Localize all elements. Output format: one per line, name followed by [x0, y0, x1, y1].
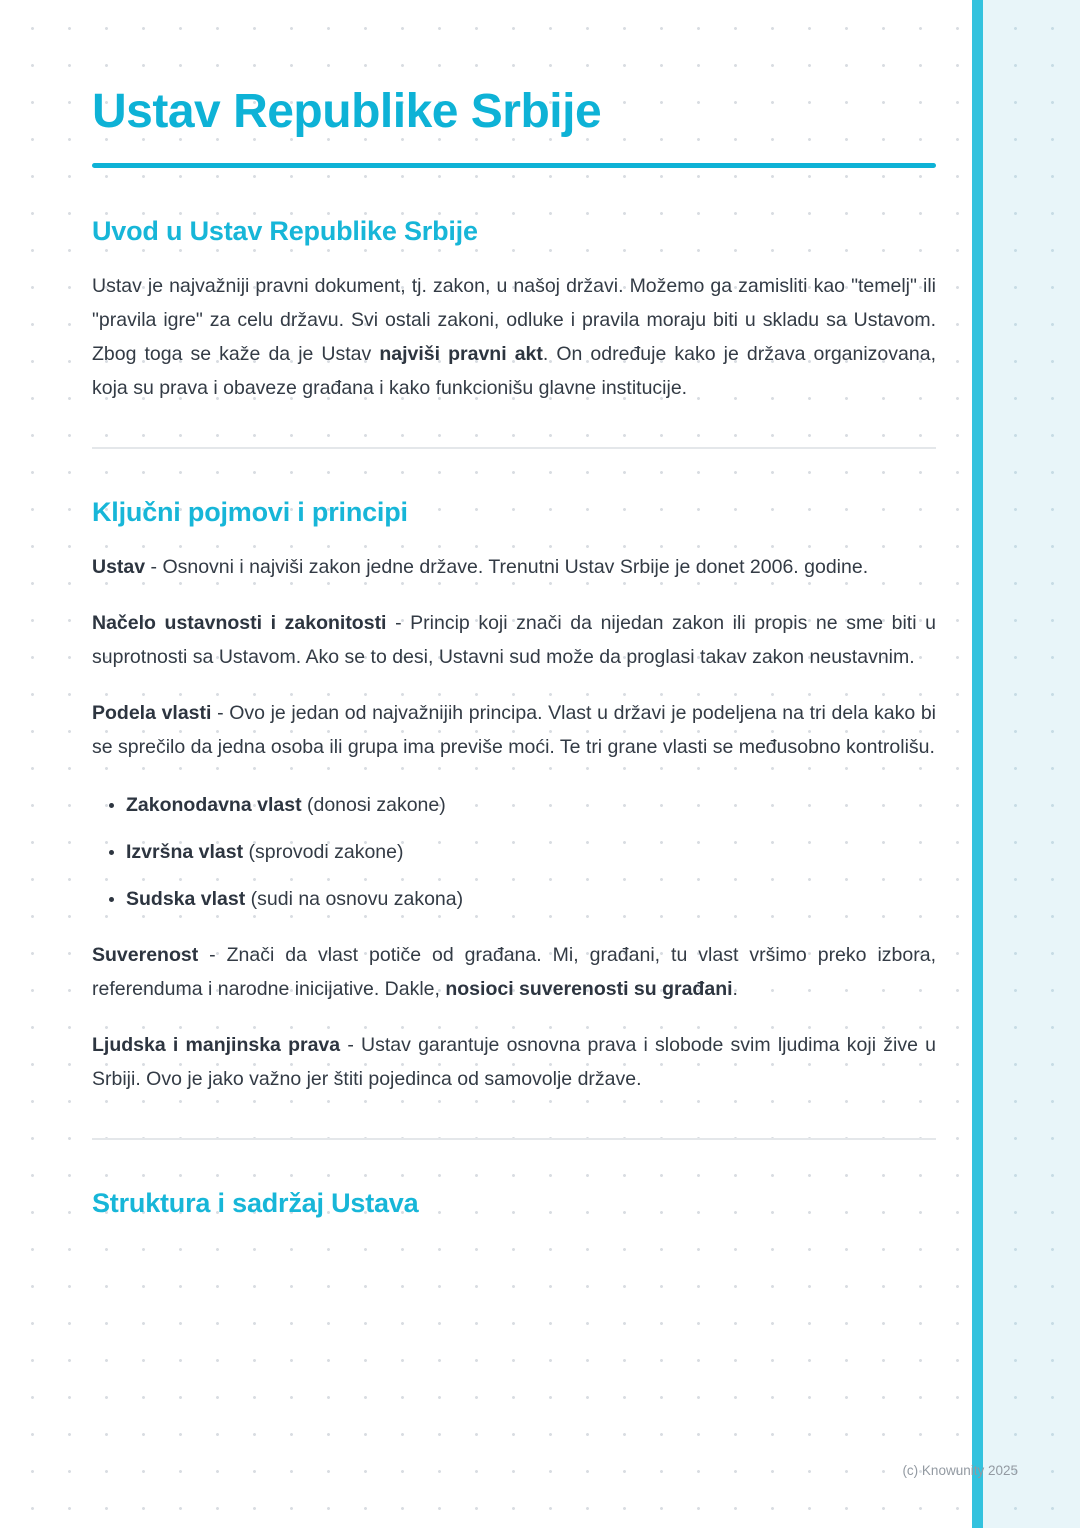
- title-underline: [92, 163, 936, 168]
- text-run: - Ovo je jedan od najvažnijih principa. Vlast u državi je podeljena na tri dela kako bi se sprečilo da jedna osoba ili grupa ima previše moći. Te tri grane vlasti se međusobno kontrolišu.: [92, 701, 936, 758]
- text-run: (sudi na osnovu zakona): [245, 887, 464, 910]
- bullet-item: [126, 788, 936, 822]
- text-run: (donosi zakone): [301, 793, 446, 816]
- paragraph-ustav: [92, 550, 936, 584]
- right-margin-panel: [983, 0, 1080, 1528]
- bold-term: nosioci suverenosti su građani: [445, 977, 733, 1000]
- section-divider: [92, 447, 936, 449]
- section-pojmovi: [92, 497, 936, 1096]
- paragraph-intro: [92, 269, 936, 405]
- right-accent-bar: [972, 0, 983, 1528]
- bold-term: najviši pravni akt: [379, 342, 543, 365]
- bold-term: Ustav: [92, 555, 146, 578]
- text-run: - Osnovni i najviši zakon jedne države. Trenutni Ustav Srbije je donet 2006. godine.: [145, 555, 869, 578]
- text-run: - Znači da vlast potiče od građana. Mi, građani, tu vlast vršimo preko izbora, referenduma i narodne inicijative. Dakle,: [92, 943, 936, 1000]
- footer-credit: (c) Knowunity 2025: [902, 1463, 1018, 1478]
- bullet-list: [92, 788, 936, 916]
- text-run: (sprovodi zakone): [243, 840, 404, 863]
- bold-term: Načelo ustavnosti i zakonitosti: [92, 611, 387, 634]
- text-run: Ustav je najvažniji pravni dokument, tj. zakon, u našoj državi. Možemo ga zamisliti kao "temelj" ili "pravila igre" za celu državu. Svi ostali zakoni, odluke i pravila moraju biti u skladu sa Ustavom. Zbog toga se kaže da je Ustav: [92, 274, 936, 365]
- paragraph-podela-vlasti: [92, 696, 936, 764]
- bold-term: Izvršna vlast: [126, 840, 244, 863]
- bold-term: Ljudska i manjinska prava: [92, 1033, 341, 1056]
- section-heading-uvod: Uvod u Ustav Republike Srbije: [92, 215, 478, 246]
- text-run: .: [732, 977, 738, 1000]
- bold-term: Sudska vlast: [126, 887, 246, 910]
- section-divider: [92, 1138, 936, 1140]
- section-struktura: [92, 1188, 936, 1219]
- text-run: . On određuje kako je država organizovana, koja su prava i obaveze građana i kako funkcionišu glavne institucije.: [92, 342, 936, 399]
- paragraph-nacelo: [92, 606, 936, 674]
- bold-term: Zakonodavna vlast: [126, 793, 302, 816]
- section-uvod: [92, 216, 936, 405]
- text-run: - Ustav garantuje osnovna prava i slobode svim ljudima koji žive u Srbiji. Ovo je jako važno jer štiti pojedinca od samovolje države.: [92, 1033, 936, 1090]
- bullet-item: [126, 882, 936, 916]
- text-run: - Princip koji znači da nijedan zakon ili propis ne sme biti u suprotnosti sa Ustavom. Ako se to desi, Ustavni sud može da proglasi takav zakon neustavnim.: [92, 611, 936, 668]
- bold-term: Podela vlasti: [92, 701, 212, 724]
- paragraph-prava: [92, 1028, 936, 1096]
- paragraph-suverenost: [92, 938, 936, 1006]
- page-title: Ustav Republike Srbije: [92, 85, 602, 138]
- content-area: [92, 0, 936, 1227]
- bold-term: Suverenost: [92, 943, 199, 966]
- section-heading-pojmovi: Ključni pojmovi i principi: [92, 496, 408, 527]
- section-heading-struktura: Struktura i sadržaj Ustava: [92, 1187, 419, 1218]
- bullet-item: [126, 835, 936, 869]
